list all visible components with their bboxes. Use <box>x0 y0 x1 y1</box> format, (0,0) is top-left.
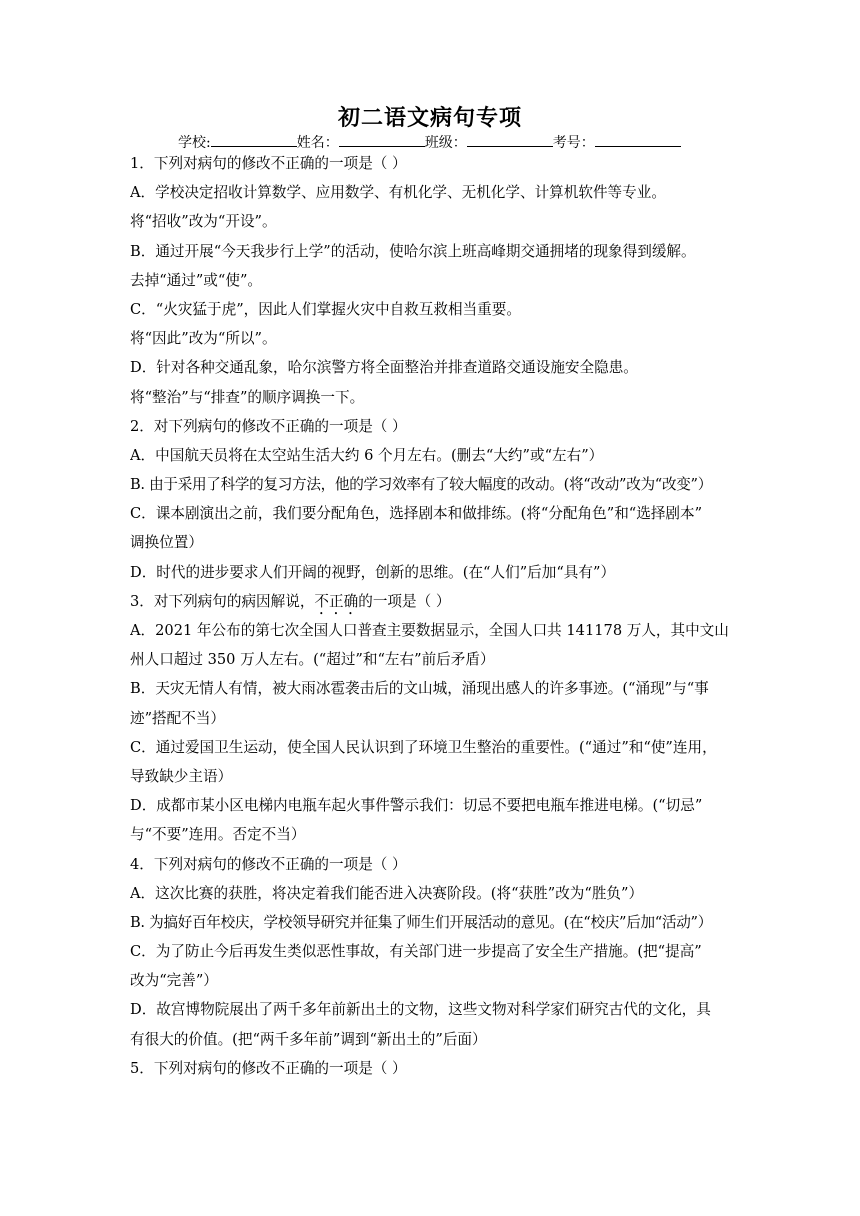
question-2-option-d: D．时代的进步要求人们开阔的视野，创新的思维。(在“人们”后加“具有”） <box>130 563 616 581</box>
question-1-option-a-fix: 将“招收”改为“开设”。 <box>130 213 277 231</box>
question-3-option-c: C．通过爱国卫生运动，使全国人民认识到了环境卫生整治的重要性。(“通过”和“使”连用， <box>130 738 717 756</box>
question-1-option-c-fix: 将“因此”改为“所以”。 <box>130 330 277 348</box>
question-2-stem: 2．对下列病句的修改不正确的一项是（ ） <box>130 417 407 435</box>
question-1-option-d-fix: 将“整治”与“排查”的顺序调换一下。 <box>130 388 365 406</box>
question-1-option-c: C．“火灾猛于虎”，因此人们掌握火灾中自救互救相当重要。 <box>130 300 521 318</box>
question-2-option-b: B. 由于采用了科学的复习方法，他的学习效率有了较大幅度的改动。(将“改动”改为“改变”） <box>130 476 713 494</box>
question-1-option-b-fix: 去掉“通过”或“使”。 <box>130 271 262 289</box>
question-3-stem <box>130 587 732 616</box>
question-3-option-d-cont: 与“不要”连用。否定不当） <box>130 826 306 844</box>
question-3-option-a-cont: 州人口超过 350 万人左右。(“超过”和“左右”前后矛盾） <box>130 651 495 669</box>
question-1-stem: 1．下列对病句的修改不正确的一项是（ ） <box>130 155 407 172</box>
question-4-option-a: A．这次比赛的获胜，将决定着我们能否进入决赛阶段。(将“获胜”改为“胜负”） <box>130 884 644 902</box>
question-2-option-a: A．中国航天员将在太空站生活大约 6 个月左右。(删去“大约”或“左右”） <box>130 446 604 464</box>
question-3-option-d: D．成都市某小区电梯内电瓶车起火事件警示我们：切忌不要把电瓶车推进电梯。(“切忌” <box>130 797 703 815</box>
question-3-option-b: B．天灾无情人有情，被大雨冰雹袭击后的文山城，涌现出感人的许多事迹。(“涌现”与“事 <box>130 680 709 698</box>
question-1-option-d: D．针对各种交通乱象，哈尔滨警方将全面整治并排查道路交通设施安全隐患。 <box>130 359 638 377</box>
question-2-option-c: C．课本剧演出之前，我们要分配角色，选择剧本和做排练。(将“分配角色”和“选择剧本” <box>130 505 703 523</box>
name-label: 姓名： <box>296 135 339 151</box>
document-title: 初二语文病句专项 <box>337 106 522 131</box>
question-4-option-b: B. 为搞好百年校庆，学校领导研究并征集了师生们开展活动的意见。(在“校庆”后加“活动”） <box>130 913 713 931</box>
question-4-option-d-cont: 有很大的价值。(把“两千多年前”调到“新出土的”后面） <box>130 1030 487 1048</box>
question-3-option-b-cont: 迹”搭配不当） <box>130 709 226 727</box>
question-3-option-c-cont: 导致缺少主语） <box>130 767 233 785</box>
school-blank <box>211 132 297 147</box>
question-3-option-a: A．2021 年公布的第七次全国人口普查主要数据显示，全国人口共 141178 万人，其中文山 <box>130 622 729 639</box>
question-4-option-d: D．故宫博物院展出了两千多年前新出土的文物，这些文物对科学家们研究古代的文化，具 <box>130 1001 711 1019</box>
school-label: 学校: <box>178 135 211 151</box>
question-5-stem: 5．下列对病句的修改不正确的一项是（ ） <box>130 1059 407 1077</box>
question-1-option-a: A．学校决定招收计算数学、应用数学、有机化学、无机化学、计算机软件等专业。 <box>130 184 666 202</box>
question-3-stem-end: 的一项是（ ） <box>358 592 451 610</box>
question-4-option-c-cont: 改为“完善”） <box>130 972 218 990</box>
name-blank <box>339 132 425 147</box>
class-label: 班级： <box>424 135 467 151</box>
exam-number-label: 考号： <box>552 135 595 151</box>
question-3-stem-start: 3．对下列病句的病因解说， <box>130 592 315 610</box>
class-blank <box>467 132 553 147</box>
question-4-option-c: C．为了防止今后再发生类似恶性事故，有关部门进一步提高了安全生产措施。(把“提高” <box>130 943 702 961</box>
question-4-stem: 4．下列对病句的修改不正确的一项是（ ） <box>130 855 407 873</box>
question-list <box>130 149 732 1083</box>
question-1-option-b: B．通过开展“今天我步行上学”的活动，使哈尔滨上班高峰期交通拥堵的现象得到缓解。 <box>130 242 696 260</box>
question-2-option-c-cont: 调换位置） <box>130 534 203 552</box>
question-3-stem-emphasis: 不正确 <box>314 592 359 610</box>
exam-number-blank <box>595 132 681 147</box>
